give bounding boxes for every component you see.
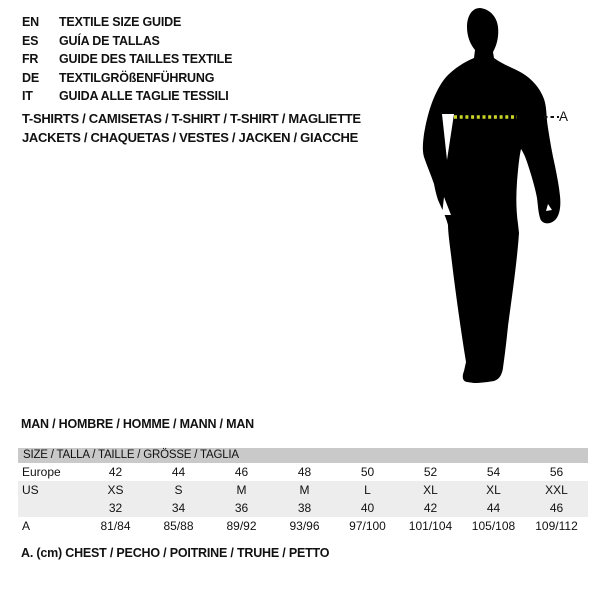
size-cell: 52 [423, 465, 438, 479]
language-code: ES [22, 33, 39, 48]
size-cell: 42 [423, 501, 438, 515]
garment-types [22, 109, 361, 147]
garment-line-tshirts: T-SHIRTS / CAMISETAS / T-SHIRT / T-SHIRT / MAGLIETTE [22, 111, 361, 126]
size-cell: XS [107, 483, 124, 497]
size-cell: 44 [486, 501, 501, 515]
size-cell: L [364, 483, 371, 497]
size-cell: XL [423, 483, 438, 497]
language-label: GUIDE DES TAILLES TEXTILE [59, 52, 233, 67]
language-row-de [22, 69, 232, 88]
language-row-en [22, 13, 232, 32]
size-cell: 48 [297, 465, 312, 479]
table-row-us [18, 481, 588, 499]
size-cell: S [174, 483, 183, 497]
table-row-chest-a [18, 517, 588, 535]
language-row-fr [22, 50, 232, 69]
table-row-europe [18, 463, 588, 481]
size-cell: 40 [360, 501, 375, 515]
language-label: TEXTILE SIZE GUIDE [59, 15, 182, 29]
size-cell: 81/84 [100, 519, 131, 533]
size-cell: 50 [360, 465, 375, 479]
size-table-header: SIZE / TALLA / TAILLE / GRÖSSE / TAGLIA [18, 448, 588, 463]
language-list [22, 13, 232, 106]
size-cell: 32 [108, 501, 123, 515]
size-cell: 85/88 [163, 519, 194, 533]
row-label: Europe [22, 465, 61, 479]
language-code: EN [22, 15, 39, 29]
garment-line-jackets: JACKETS / CHAQUETAS / VESTES / JACKEN / GIACCHE [22, 130, 358, 145]
size-cell: 56 [549, 465, 564, 479]
language-label: GUIDA ALLE TAGLIE TESSILI [59, 89, 229, 104]
row-label: A [22, 519, 31, 533]
size-table [18, 448, 588, 535]
size-cell: 46 [549, 501, 564, 515]
size-cell: 93/96 [289, 519, 320, 533]
size-cell: 44 [171, 465, 186, 479]
language-code: DE [22, 70, 39, 85]
size-cell: XL [486, 483, 501, 497]
man-silhouette-graphic [390, 0, 600, 420]
size-cell: 89/92 [226, 519, 257, 533]
size-cell: 36 [234, 501, 249, 515]
measurement-footnote: A. (cm) CHEST / PECHO / POITRINE / TRUHE / PETTO [21, 546, 330, 560]
size-cell: 38 [297, 501, 312, 515]
man-silhouette-figure [390, 0, 600, 420]
language-code: IT [22, 89, 33, 104]
size-cell: 54 [486, 465, 501, 479]
table-row-alt-sizes [18, 499, 588, 517]
size-cell: 42 [108, 465, 123, 479]
size-cell: 105/108 [471, 519, 516, 533]
section-title-man: MAN / HOMBRE / HOMME / MANN / MAN [21, 417, 254, 431]
size-cell: XXL [545, 483, 568, 497]
silhouette-path [423, 8, 561, 383]
language-row-es [22, 32, 232, 51]
size-cell: 46 [234, 465, 249, 479]
size-cell: 34 [171, 501, 186, 515]
language-code: FR [22, 52, 39, 67]
row-label: US [22, 483, 39, 497]
measurement-label-a: A [559, 109, 569, 124]
row-label [18, 499, 84, 517]
size-cell: M [236, 483, 247, 497]
language-label: GUÍA DE TALLAS [59, 33, 160, 48]
language-label: TEXTILGRÖßENFÜHRUNG [59, 70, 215, 85]
size-cell: M [299, 483, 310, 497]
size-cell: 97/100 [349, 519, 386, 533]
language-row-it [22, 87, 232, 106]
size-cell: 109/112 [535, 519, 578, 533]
size-cell: 101/104 [408, 519, 453, 533]
